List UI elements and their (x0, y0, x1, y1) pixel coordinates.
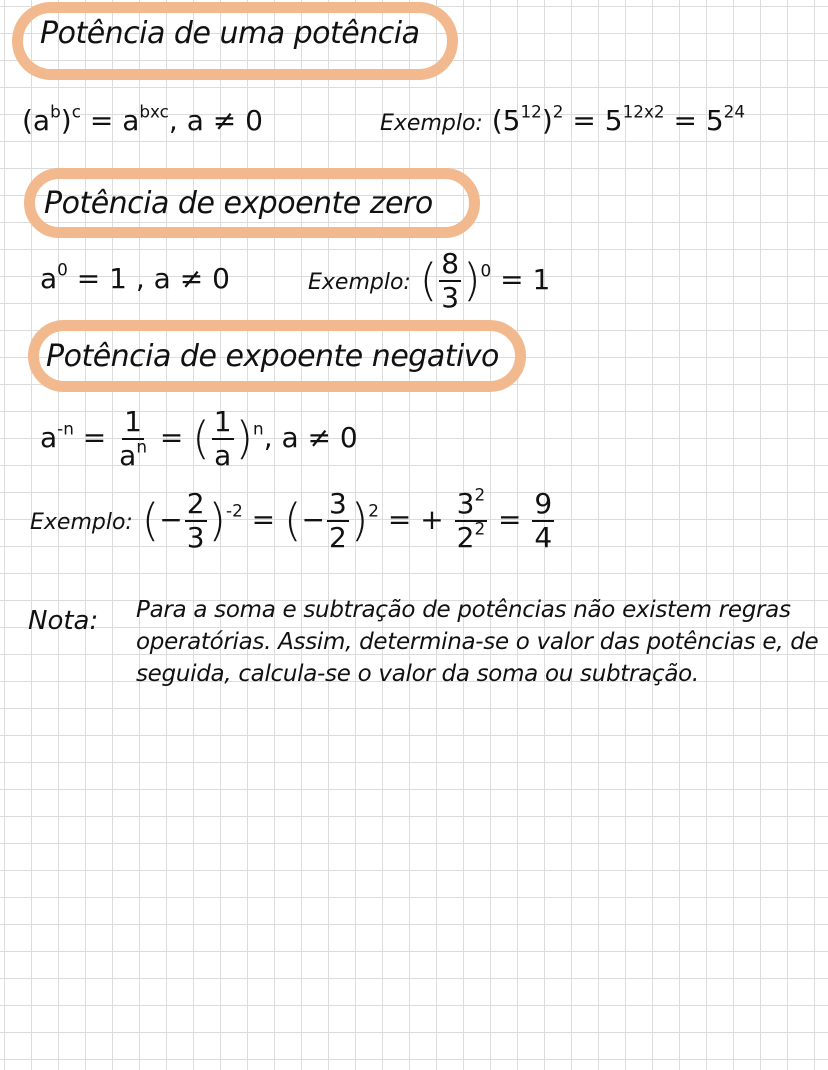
note-label: Nota: (28, 606, 99, 636)
example-label: Exemplo: (308, 270, 411, 295)
rule-zero-exponent: $a^0 = 1$ , a ≠ 0 (40, 259, 230, 295)
fraction: $\frac{1}{a}$ (213, 405, 232, 472)
section-title-negative-exponent: Potência de expoente negativo (46, 339, 499, 374)
example-power-of-power: Exemplo: $(5^{12})^2 = 5^{12x2} = 5^{24}$ (380, 101, 746, 137)
fraction: $\frac{8}{3}$ (441, 247, 460, 314)
section-title-zero-exponent: Potência de expoente zero (44, 186, 433, 221)
example-zero-exponent: Exemplo: ( $\frac{8}{3}$ )$^0$ = 1 (308, 247, 551, 314)
note-text: Para a soma e subtração de potências não existem regras operatórias. Assim, determina-se o valor das potências e, de seguida, calcula-se o valor da soma ou subtração. (136, 597, 819, 687)
fraction: $\frac{2}{3}$ (186, 487, 205, 554)
fraction: $\frac{3^2}{2^2}$ (456, 484, 486, 554)
fraction: $\frac{1}{a^n}$ (119, 405, 147, 472)
fraction: $\frac{9}{4}$ (534, 487, 553, 554)
example-label: Exemplo: (380, 111, 483, 136)
fraction: $\frac{3}{2}$ (328, 487, 347, 554)
example-label: Exemplo: (30, 510, 133, 535)
example-negative-exponent: Exemplo: (− $\frac{2}{3}$ )$^{-2}$ = (− $\frac{3}{2}$ )$^2$ = + $\frac{3^2}{2^2}$ = $\frac{9}{4}$ (30, 484, 553, 554)
section-title-power-of-power: Potência de uma potência (40, 16, 420, 51)
rule-power-of-power: $(a^b)^c = a^{bxc}$, a ≠ 0 (22, 101, 263, 137)
rule-negative-exponent: $a^{-n}$ = $\frac{1}{a^n}$ = ( $\frac{1}{a}$ )$^n$, a ≠ 0 (40, 405, 358, 472)
